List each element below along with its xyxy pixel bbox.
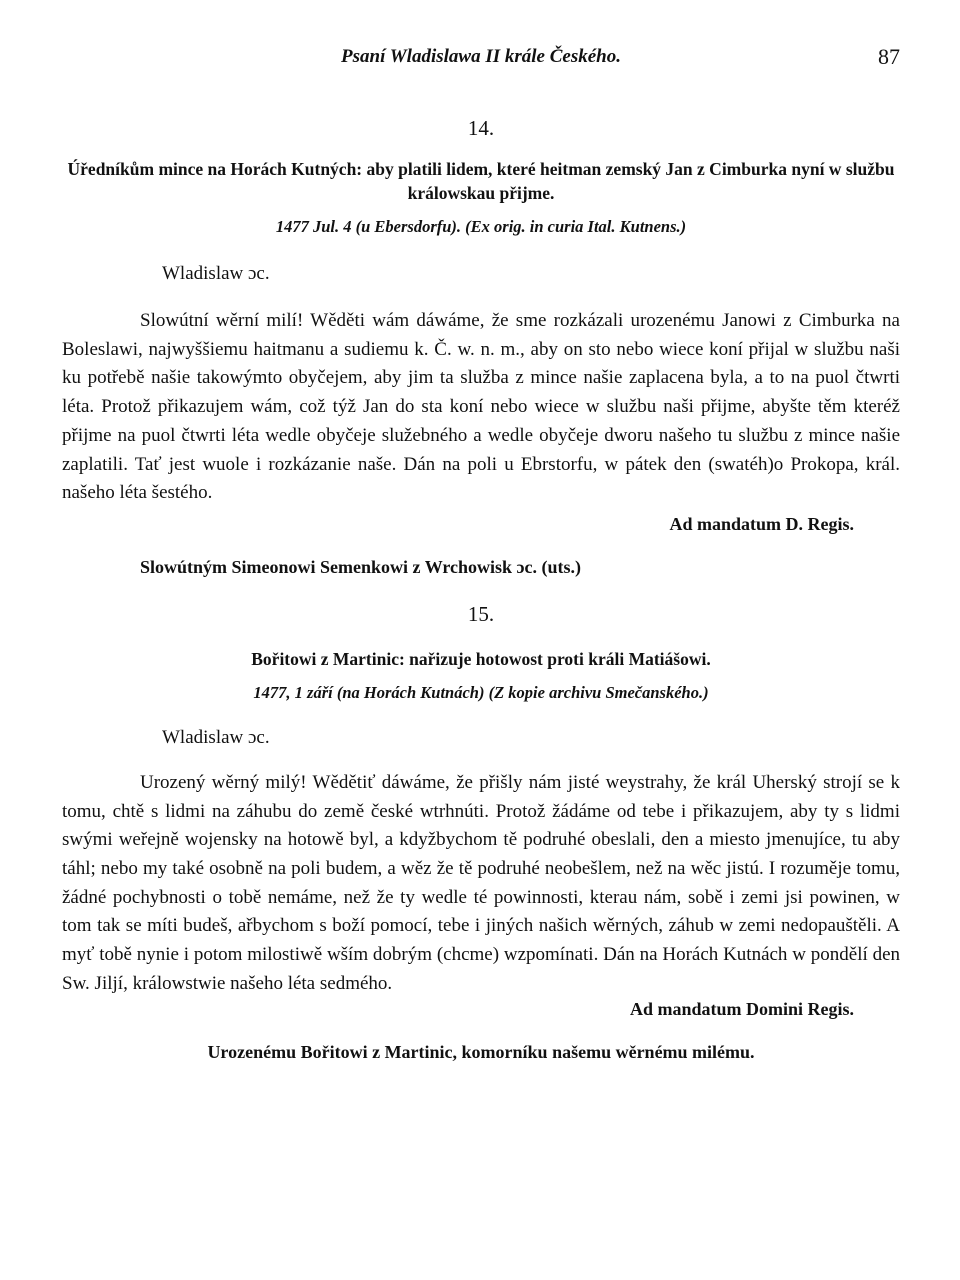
letter-body: Slowútní wěrní milí! Wěděti wám dáwáme, že sme rozkázali urozenému Janowi z Cimburka na Boleslawi, najwyššiemu haitmanu a sudiemu k. Č. w. n. m., aby on sto nebo wiece koní přijal w službu naši ku potřebě našie takowýmto obyčejem, aby jim ta služba z mince našie zaplacena byla, a to na puol čtwrti léta. Protož přikazujem wám, což týž Jan do sta koní nebo wiece w službu naši přijme, abyšte těm kteréž přijme na puol čtwrti léta wedle obyčeje služebného a wedle obyčeje dworu našeho tu službu z mince našie zaplatili. Tať jest wuole i rozkázanie naše. Dán na poli u Ebrstorfu, w pátek den (swatéh)o Prokopa, král. našeho léta šestého. bbox=[62, 310, 900, 504]
letter-salutation: Wladislaw ɔc. bbox=[162, 726, 270, 748]
letter-dateline: 1477 Jul. 4 (u Ebersdorfu). (Ex orig. in curia Ital. Kutnens.) bbox=[275, 217, 687, 236]
letter-summary: Bořitowi z Martinic: nařizuje hotowost proti králi Matiášowi. bbox=[251, 648, 711, 669]
page bbox=[62, 40, 900, 1240]
letter-number: 14. bbox=[467, 116, 495, 140]
letter-body: Urozený wěrný milý! Wědětiť dáwáme, že přišly nám jisté weystrahy, že král Uherský strojí se k tomu, chtě s lidmi na záhubu do země české wtrhnúti. Protož žádáme od tebe i přikazujem, aby ty s lidmi swými weřejně wojensky na hotowě byl, a kdyžbychom tě podruhé obeslali, den a miesto jmenujíce, tu aby táhl; nebo my také osobně na poli budem, a wěz že tě podruhé neobešlem, než na wěc jistú. I rozuměje tomu, žádné pochybnosti o tobě nemáme, než že ty wedle té powinnosti, kterau nám, sobě i zemi jsi powinen, w tom tak se míti budeš, ařbychom s boží pomocí, tebe i jiných našich wěrných, záhub w zemi nedopauštěli. A myť tobě nynie i potom milostiwě wším dobrým (chcme) wzpomínati. Dán na Horách Kutnách w pondělí den Sw. Jiljí, králowstwie našeho léta sedmého. bbox=[62, 771, 900, 994]
letter-14 bbox=[62, 116, 900, 578]
letter-mandate: Ad mandatum D. Regis. bbox=[669, 513, 854, 534]
running-head bbox=[62, 40, 900, 80]
letter-summary: Úředníkům mince na Horách Kutných: aby platili lidem, které heitman zemský Jan z Cimburka nyní w službu králowskau přijme. bbox=[67, 159, 895, 203]
running-title: Psaní Wladislawa II krále Českého. bbox=[341, 46, 621, 67]
letter-dateline: 1477, 1 září (na Horách Kutnách) (Z kopie archivu Smečanského.) bbox=[253, 682, 709, 702]
page-number: 87 bbox=[878, 44, 900, 69]
letter-salutation: Wladislaw ɔc. bbox=[162, 263, 270, 284]
letter-address: Slowútným Simeonowi Semenkowi z Wrchowisk ɔc. (uts.) bbox=[140, 556, 582, 577]
letter-15 bbox=[62, 602, 900, 1063]
letter-address: Urozenému Bořitowi z Martinic, komorníku našemu wěrnému milému. bbox=[207, 1041, 755, 1062]
letter-mandate: Ad mandatum Domini Regis. bbox=[629, 998, 854, 1019]
letter-number: 15. bbox=[467, 601, 495, 626]
